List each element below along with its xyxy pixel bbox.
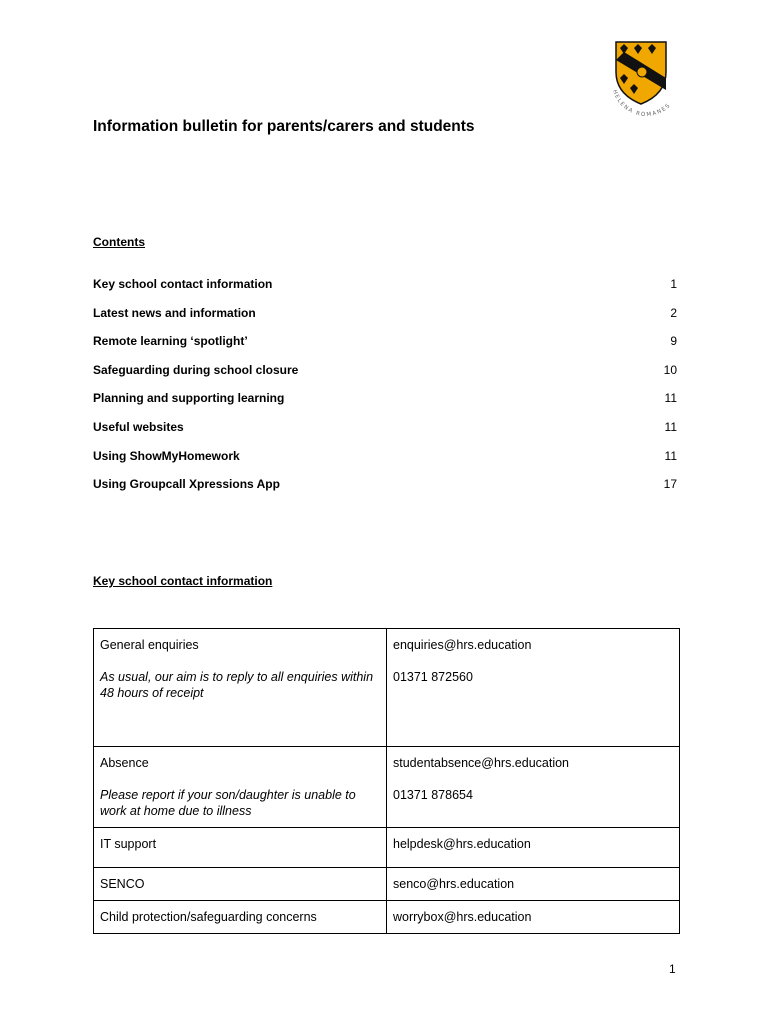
table-row bbox=[94, 747, 680, 828]
toc-item-label: Latest news and information bbox=[93, 305, 256, 320]
toc-item-label: Planning and supporting learning bbox=[93, 391, 285, 406]
contact-details-cell bbox=[387, 629, 680, 747]
toc-item[interactable] bbox=[93, 449, 677, 478]
contact-email[interactable]: senco@hrs.education bbox=[393, 877, 515, 891]
contact-topic-cell bbox=[94, 828, 387, 868]
table-row bbox=[94, 901, 680, 934]
toc-item[interactable] bbox=[93, 277, 677, 306]
key-contacts-heading: Key school contact information bbox=[93, 574, 273, 588]
contact-topic: Child protection/safeguarding concerns bbox=[100, 910, 317, 924]
toc-item-page: 10 bbox=[663, 362, 677, 377]
contact-email[interactable]: helpdesk@hrs.education bbox=[393, 837, 531, 851]
contact-topic-cell bbox=[94, 901, 387, 934]
toc-item[interactable] bbox=[93, 334, 677, 363]
contact-topic-cell bbox=[94, 868, 387, 901]
toc-item-label: Safeguarding during school closure bbox=[93, 362, 299, 377]
table-row bbox=[94, 629, 680, 747]
contents-heading: Contents bbox=[93, 235, 145, 249]
contact-phone: 01371 872560 bbox=[393, 670, 473, 684]
table-row bbox=[94, 828, 680, 868]
toc-item-label: Using ShowMyHomework bbox=[93, 448, 240, 463]
table-row bbox=[94, 868, 680, 901]
contact-note: As usual, our aim is to reply to all enquiries within 48 hours of receipt bbox=[100, 670, 374, 700]
contact-topic-cell bbox=[94, 629, 387, 747]
toc-item[interactable] bbox=[93, 306, 677, 335]
contact-details-cell bbox=[387, 828, 680, 868]
toc-item-page: 17 bbox=[663, 477, 677, 492]
toc-item-page: 9 bbox=[670, 334, 677, 349]
table-of-contents bbox=[93, 277, 677, 506]
contact-note: Please report if your son/daughter is unable to work at home due to illness bbox=[100, 788, 356, 818]
contact-topic-cell bbox=[94, 747, 387, 828]
toc-item[interactable] bbox=[93, 477, 677, 506]
toc-item[interactable] bbox=[93, 420, 677, 449]
toc-item-label: Key school contact information bbox=[93, 277, 273, 291]
toc-item-page: 11 bbox=[664, 448, 677, 463]
contact-topic: SENCO bbox=[100, 877, 145, 891]
contact-email[interactable]: enquiries@hrs.education bbox=[393, 638, 532, 652]
contact-phone: 01371 878654 bbox=[393, 788, 473, 802]
page-number: 1 bbox=[669, 962, 676, 976]
toc-item[interactable] bbox=[93, 391, 677, 420]
page-title: Information bulletin for parents/carers and students bbox=[93, 118, 475, 135]
toc-item-label: Using Groupcall Xpressions App bbox=[93, 477, 280, 492]
toc-item-label: Remote learning ‘spotlight’ bbox=[93, 334, 248, 349]
school-crest-logo bbox=[606, 38, 684, 120]
contact-topic: Absence bbox=[100, 756, 149, 770]
contact-table bbox=[93, 628, 680, 934]
crest-motto: HELENA ROMANES bbox=[611, 89, 673, 119]
contact-details-cell bbox=[387, 868, 680, 901]
contact-email[interactable]: studentabsence@hrs.education bbox=[393, 756, 570, 770]
contact-details-cell bbox=[387, 901, 680, 934]
toc-item-page: 11 bbox=[664, 419, 677, 434]
toc-item-page: 2 bbox=[670, 305, 677, 320]
contact-topic: General enquiries bbox=[100, 638, 199, 652]
contact-topic: IT support bbox=[100, 837, 157, 851]
contact-email[interactable]: worrybox@hrs.education bbox=[393, 910, 532, 924]
toc-item-page: 11 bbox=[664, 391, 677, 406]
toc-item-label: Useful websites bbox=[93, 419, 184, 434]
toc-item-page: 1 bbox=[670, 277, 677, 291]
contact-details-cell bbox=[387, 747, 680, 828]
toc-item[interactable] bbox=[93, 363, 677, 392]
